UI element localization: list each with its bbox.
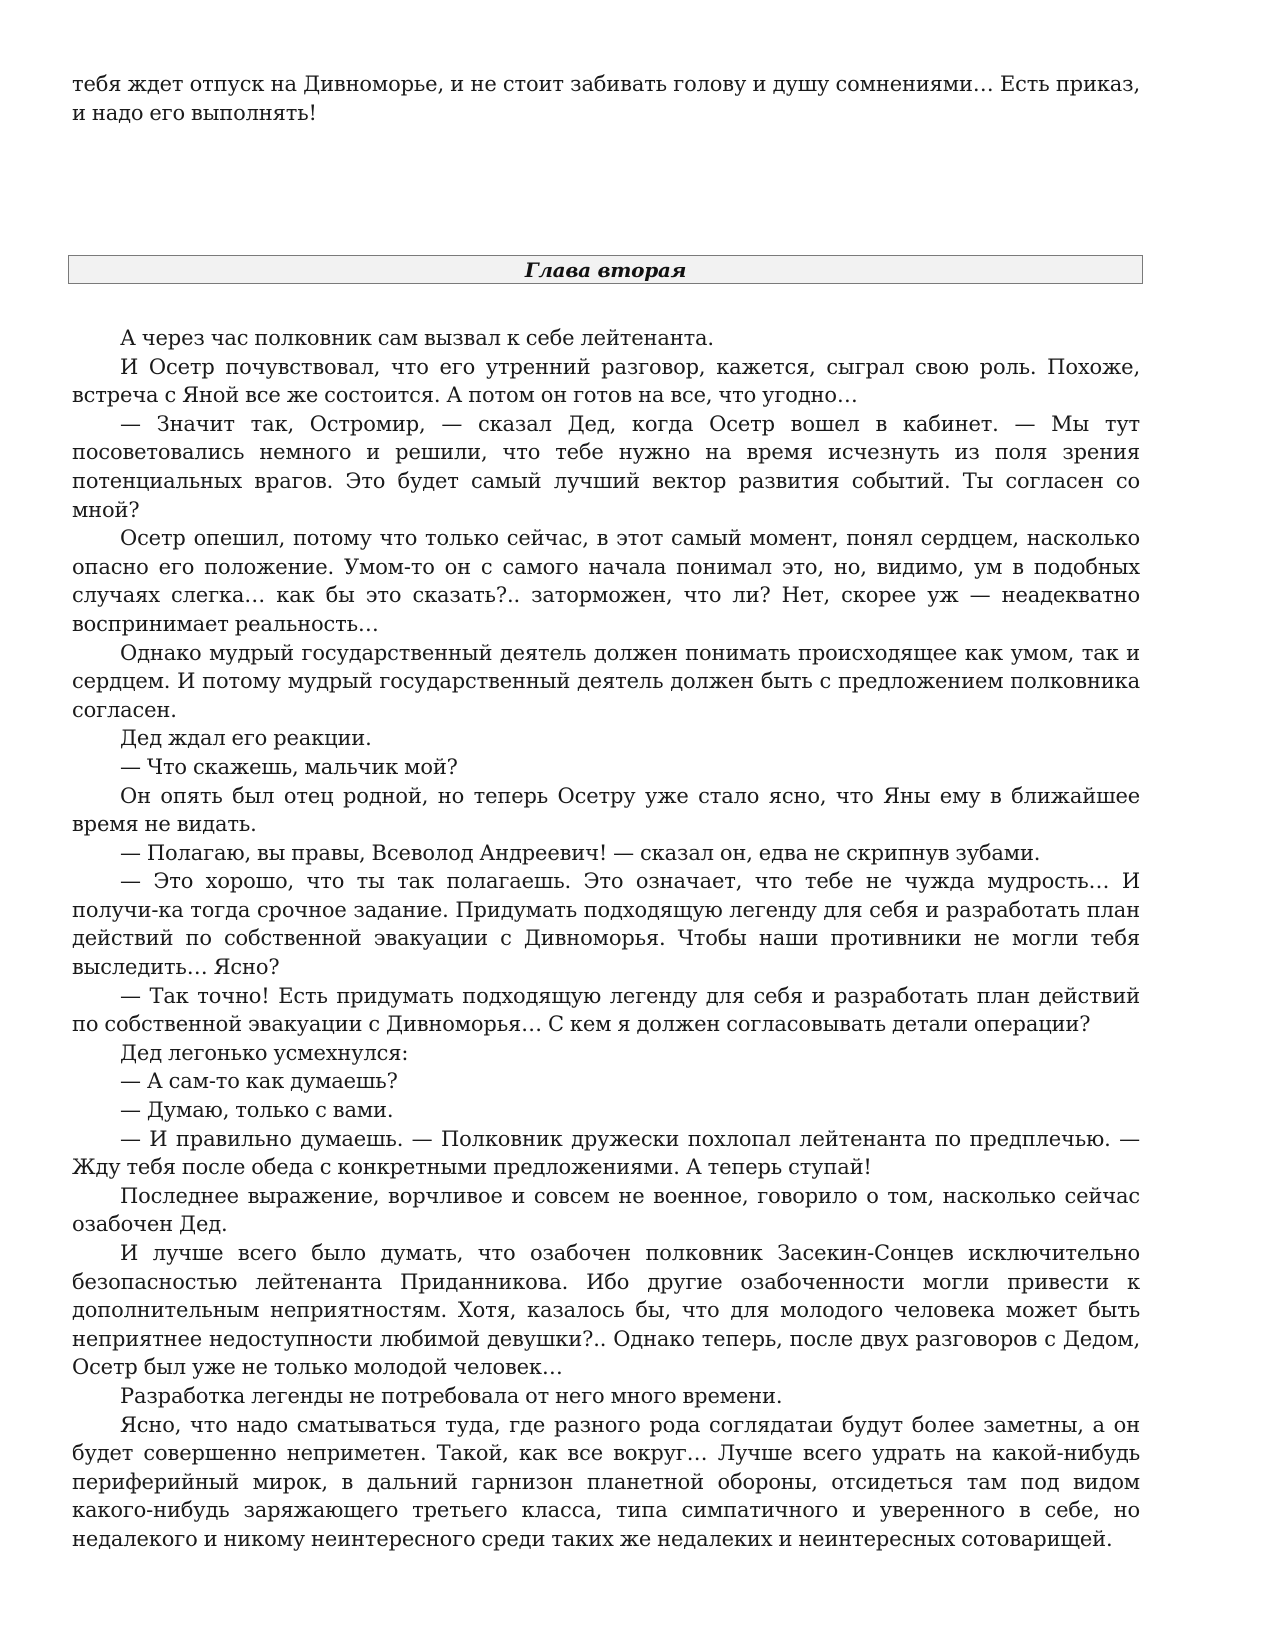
paragraph: — Думаю, только с вами. bbox=[120, 1098, 394, 1123]
paragraph: — Значит так, Остромир, — сказал Дед, когда Осетр вошел в кабинет. — Мы тут посоветовались немного и решили, что тебе нужно на время исчезнуть из поля зрения потенциальных врагов. Это будет самый лучший вектор развития событий. Ты согласен со мной? bbox=[72, 411, 1140, 522]
paragraph: — Полагаю, вы правы, Всеволод Андреевич! — сказал он, едва не скрипнув зубами. bbox=[120, 840, 1041, 865]
chapter-heading-box bbox=[68, 255, 1143, 284]
paragraph: Разработка легенды не потребовала от него много времени. bbox=[120, 1383, 783, 1408]
paragraph: Однако мудрый государственный деятель должен понимать происходящее как умом, так и сердцем. И потому мудрый государственный деятель должен быть с предложением полковника согласен. bbox=[72, 640, 1140, 722]
paragraph: Ясно, что надо сматываться туда, где разного рода соглядатаи будут более заметны, а он будет совершенно неприметен. Такой, как все вокруг… Лучше всего удрать на какой-нибудь периферийный мирок, в дальний гарнизон планетной обороны, отсидеться там под видом какого-нибудь заряжающего третьего класса, типа симпатичного и уверенного в себе, но недалекого и никому неинтересного среди таких же недалеких и неинтересных сотоварищей. bbox=[72, 1412, 1140, 1551]
paragraph: Он опять был отец родной, но теперь Осетру уже стало ясно, что Яны ему в ближайшее время не видать. bbox=[72, 783, 1140, 837]
paragraph: тебя ждет отпуск на Дивноморье, и не стоит забивать голову и душу сомнениями… Есть приказ, и надо его выполнять! bbox=[72, 72, 1140, 125]
paragraph: Осетр опешил, потому что только сейчас, в этот самый момент, понял сердцем, насколько опасно его положение. Умом-то он с самого начала понимал это, но, видимо, ум в подобных случаях слегка… как бы это сказать?.. заторможен, что ли? Нет, скорее уж — неадекватно воспринимает реальность… bbox=[72, 526, 1140, 636]
chapter-title: Глава вторая bbox=[524, 257, 687, 282]
paragraph: Последнее выражение, ворчливое и совсем не военное, говорило о том, насколько сейчас озабочен Дед. bbox=[72, 1183, 1140, 1237]
paragraph: — Это хорошо, что ты так полагаешь. Это означает, что тебе не чужда мудрость… И получи-ка тогда срочное задание. Придумать подходящую легенду для себя и разработать план действий по собственной эвакуации с Дивноморья. Чтобы наши противники не могли тебя выследить… Ясно? bbox=[72, 869, 1140, 980]
paragraph: — Так точно! Есть придумать подходящую легенду для себя и разработать план действий по собственной эвакуации с Дивноморья… С кем я должен согласовывать детали операции? bbox=[72, 983, 1140, 1037]
chapter-body bbox=[72, 324, 1140, 1554]
paragraph: И лучше всего было думать, что озабочен полковник Засекин-Сонцев исключительно безопасностью лейтенанта Приданникова. Ибо другие озабоченности могли привести к дополнительным неприятностям. Хотя, казалось бы, что для молодого человека может быть неприятнее недоступности любимой девушки?.. Однако теперь, после двух разговоров с Дедом, Осетр был уже не только молодой человек… bbox=[72, 1241, 1140, 1380]
intro-text bbox=[72, 70, 1140, 127]
paragraph: И Осетр почувствовал, что его утренний разговор, кажется, сыграл свою роль. Похоже, встреча с Яной все же состоится. А потом он готов на все, что угодно… bbox=[72, 354, 1140, 408]
paragraph: — А сам-то как думаешь? bbox=[120, 1069, 398, 1094]
paragraph: Дед легонько усмехнулся: bbox=[120, 1040, 409, 1065]
paragraph: А через час полковник сам вызвал к себе лейтенанта. bbox=[120, 326, 714, 350]
paragraph: — Что скажешь, мальчик мой? bbox=[120, 754, 458, 779]
paragraph: Дед ждал его реакции. bbox=[120, 726, 372, 751]
paragraph: — И правильно думаешь. — Полковник дружески похлопал лейтенанта по предплечью. — Жду тебя после обеда с конкретными предложениями. А теперь ступай! bbox=[72, 1126, 1140, 1180]
